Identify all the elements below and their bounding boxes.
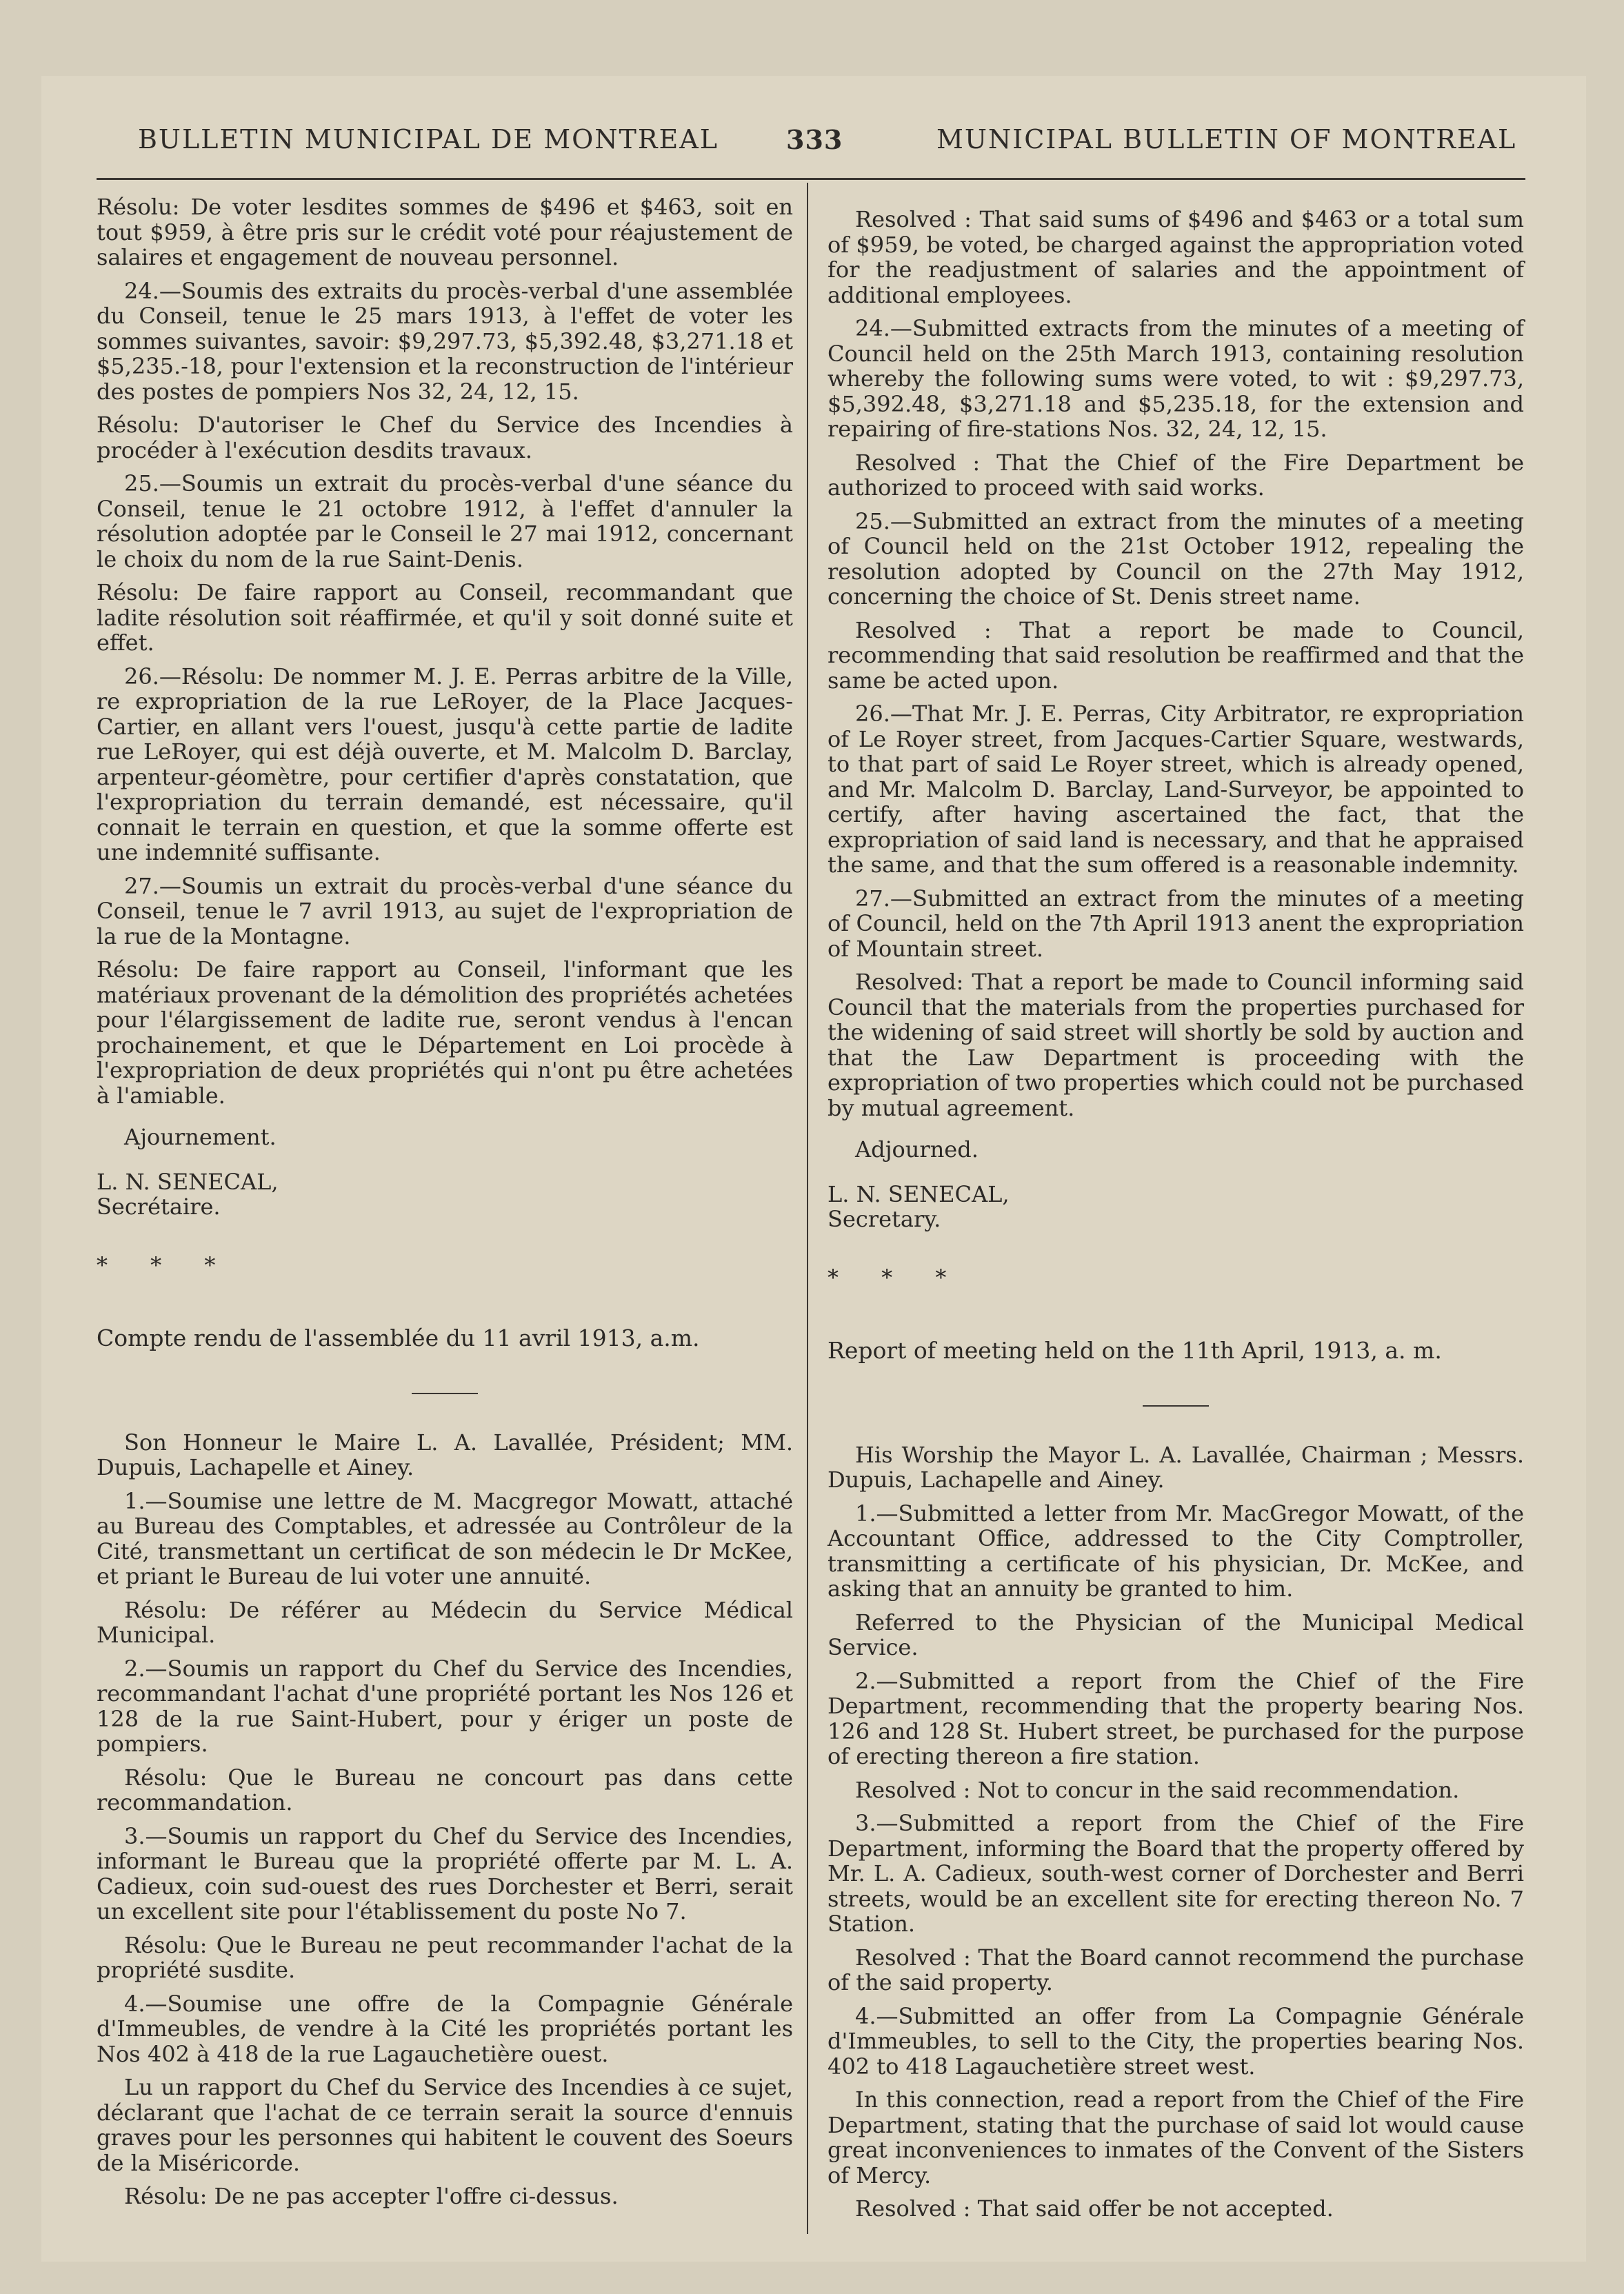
en-paragraph: Resolved : Not to concur in the said recommendation.: [855, 1776, 1460, 1803]
en-paragraph: 2.—Submitted a report from the Chief of the Fire Department, recommending that the property bearing Nos. 126 and 128 St. Hubert street, be purchased for the purpose of erecting thereon a fire station.: [828, 1667, 1524, 1769]
en-paragraph: Resolved : That the Chief of the Fire Department be authorized to proceed with said works.: [828, 449, 1524, 501]
en-paragraph: 25.—Submitted an extract from the minutes of a meeting of Council held on the 21st October 1912, repealing the resolution adopted by Council on the 27th May 1912, concerning the choice of St. Denis street name.: [828, 507, 1524, 610]
fr-paragraph: 4.—Soumise une offre de la Compagnie Générale d'Immeubles, de vendre à la Cité les propriétés portant les Nos 402 à 418 de la rue Lagauchetière ouest.: [97, 1990, 793, 2067]
en-adjourned: Adjourned.: [855, 1136, 979, 1163]
en-paragraph: Resolved : That said sums of $496 and $463 or a total sum of $959, be voted, be charged against the appropriation voted for the readjustment of salaries and the appointment of additional employees.: [828, 206, 1524, 308]
en-paragraph: 24.—Submitted extracts from the minutes of a meeting of Council held on the 25th March 1913, containing resolution whereby the following sums were voted, to wit : $9,297.73, $5,392.48, $3,271.18 and $5,235.18, for the extension and repairing of fire-stations Nos. 32, 24, 12, 15.: [828, 315, 1524, 442]
fr-paragraph: Résolu: De ne pas accepter l'offre ci-dessus.: [124, 2183, 619, 2209]
fr-adjourned: Ajournement.: [124, 1124, 277, 1150]
fr-paragraph: 27.—Soumis un extrait du procès-verbal d'une séance du Conseil, tenue le 7 avril 1913, au sujet de l'expropriation de la rue de la Montagne.: [97, 872, 793, 949]
en-paragraph: 26.—That Mr. J. E. Perras, City Arbitrator, re expropriation of Le Royer street, from Jacques-Cartier Square, westwards, to that part of said Le Royer street, which is already opened, and Mr. Malcolm D. Barclay, Land-Surveyor, be appointed to certify, after having ascertained the fact, that the expropriation of said land is necessary, and that he appraised the same, and that the sum offered is a reasonable indemnity.: [828, 701, 1524, 878]
fr-meeting-title: Compte rendu de l'assemblée du 11 avril 1913, a.m.: [97, 1325, 700, 1351]
english-column: [828, 207, 1524, 2230]
fr-paragraph: Résolu: De voter lesdites sommes de $496 et $463, soit en tout $959, à être pris sur le crédit voté pour réajustement de salaires et engagement de nouveau personnel.: [97, 194, 793, 270]
header-title-french: BULLETIN MUNICIPAL DE MONTREAL: [138, 124, 719, 154]
en-signature-title: Secretary.: [828, 1206, 941, 1232]
header-title-english: MUNICIPAL BULLETIN OF MONTREAL: [936, 124, 1517, 154]
french-column: [97, 194, 793, 2217]
en-section-stars: * * *: [828, 1264, 965, 1291]
en-short-rule: [1143, 1405, 1209, 1407]
fr-paragraph: Résolu: De faire rapport au Conseil, l'informant que les matériaux provenant de la démolition des propriétés achetées pour l'élargissement de ladite rue, seront vendus à l'encan prochainement, et que le Département en Loi procède à l'expropriation de deux propriétés qui n'ont pu être achetées à l'amiable.: [97, 956, 793, 1109]
fr-paragraph: 2.—Soumis un rapport du Chef du Service des Incendies, recommandant l'achat d'une propriété portant les Nos 126 et 128 de la rue Saint-Hubert, pour y ériger un poste de pompiers.: [97, 1655, 793, 1757]
fr-paragraph: Son Honneur le Maire L. A. Lavallée, Président; MM. Dupuis, Lachapelle et Ainey.: [97, 1429, 793, 1480]
en-paragraph: Resolved : That said offer be not accepted.: [855, 2195, 1334, 2222]
fr-paragraph: Résolu: Que le Bureau ne concourt pas dans cette recommandation.: [97, 1764, 793, 1815]
fr-short-rule: [412, 1393, 478, 1394]
en-paragraph: 1.—Submitted a letter from Mr. MacGregor Mowatt, of the Accountant Office, addressed to the City Comptroller, transmitting a certificate of his physician, Dr. McKee, and asking that an annuity be granted to him.: [828, 1500, 1524, 1602]
fr-signature: L. N. SENECAL,: [97, 1168, 279, 1195]
fr-paragraph: Résolu: Que le Bureau ne peut recommander l'achat de la propriété susdite.: [97, 1931, 793, 1983]
column-divider: [807, 183, 808, 2234]
header-rule: [97, 178, 1525, 180]
fr-paragraph: 25.—Soumis un extrait du procès-verbal d'une séance du Conseil, tenue le 21 octobre 1912, à l'effet d'annuler la résolution adoptée par le Conseil le 27 mai 1912, concernant le choix du nom de la rue Saint-Denis.: [97, 470, 793, 572]
fr-section-stars: * * *: [97, 1251, 234, 1278]
fr-paragraph: Résolu: De faire rapport au Conseil, recommandant que ladite résolution soit réaffirmée, et qu'il y soit donné suite et effet.: [97, 579, 793, 656]
fr-signature-title: Secrétaire.: [97, 1194, 221, 1220]
fr-paragraph: Lu un rapport du Chef du Service des Incendies à ce sujet, déclarant que l'achat de ce terrain serait la source d'ennuis graves pour les personnes qui habitent le couvent des Soeurs de la Miséricorde.: [97, 2074, 793, 2176]
en-paragraph: In this connection, read a report from the Chief of the Fire Department, stating that the purchase of said lot would cause great inconveniences to inmates of the Convent of the Sisters of Mercy.: [828, 2086, 1524, 2189]
en-paragraph: Resolved : That a report be made to Council, recommending that said resolution be reaffirmed and that the same be acted upon.: [828, 616, 1524, 694]
en-paragraph: Referred to the Physician of the Municipal Medical Service.: [828, 1609, 1524, 1660]
en-paragraph: Resolved : That the Board cannot recommend the purchase of the said property.: [828, 1944, 1524, 1995]
en-signature: L. N. SENECAL,: [828, 1180, 1010, 1207]
en-paragraph: 27.—Submitted an extract from the minutes of a meeting of Council, held on the 7th April 1913 anent the expropriation of Mountain street.: [828, 885, 1524, 962]
en-paragraph: His Worship the Mayor L. A. Lavallée, Chairman ; Messrs. Dupuis, Lachapelle and Ainey.: [828, 1441, 1524, 1493]
en-paragraph: 4.—Submitted an offer from La Compagnie Générale d'Immeubles, to sell to the City, the properties bearing Nos. 402 to 418 Lagauchetière street west.: [828, 2002, 1524, 2080]
en-paragraph: 3.—Submitted a report from the Chief of the Fire Department, informing the Board that the property offered by Mr. L. A. Cadieux, south-west corner of Dorchester and Berri streets, would be an excellent site for erecting thereon No. 7 Station.: [828, 1810, 1524, 1937]
page-number: 333: [786, 124, 843, 155]
fr-paragraph: 3.—Soumis un rapport du Chef du Service des Incendies, informant le Bureau que la propriété offerte par M. L. A. Cadieux, coin sud-ouest des rues Dorchester et Berri, serait un excellent site pour l'établissement du poste No 7.: [97, 1822, 793, 1924]
fr-paragraph: 26.—Résolu: De nommer M. J. E. Perras arbitre de la Ville, re expropriation de la rue LeRoyer, de la Place Jacques-Cartier, en allant vers l'ouest, jusqu'à cette partie de ladite rue LeRoyer, qui est déjà ouverte, et M. Malcolm D. Barclay, arpenteur-géomètre, pour certifier d'après constatation, que l'expropriation du terrain demandé, est nécessaire, qu'il connait le terrain en question, et que la somme offerte est une indemnité suffisante.: [97, 663, 793, 865]
fr-paragraph: 1.—Soumise une lettre de M. Macgregor Mowatt, attaché au Bureau des Comptables, et adressée au Contrôleur de la Cité, transmettant un certificat de son médecin le Dr McKee, et priant le Bureau de lui voter une annuité.: [97, 1487, 793, 1589]
fr-paragraph: Résolu: De référer au Médecin du Service Médical Municipal.: [97, 1596, 793, 1648]
fr-paragraph: Résolu: D'autoriser le Chef du Service des Incendies à procéder à l'exécution desdits travaux.: [97, 412, 793, 463]
fr-paragraph: 24.—Soumis des extraits du procès-verbal d'une assemblée du Conseil, tenue le 25 mars 1913, à l'effet de voter les sommes suivantes, savoir: $9,297.73, $5,392.48, $3,271.18 et $5,235.-18, pour l'extension et la reconstruction de l'intérieur des postes de pompiers Nos 32, 24, 12, 15.: [97, 277, 793, 405]
en-meeting-title: Report of meeting held on the 11th April, 1913, a. m.: [828, 1337, 1442, 1364]
en-paragraph: Resolved: That a report be made to Council informing said Council that the materials from the properties purchased for the widening of said street will shortly be sold by auction and that the Law Department is proceeding with the expropriation of two properties which could not be purchased by mutual agreement.: [828, 969, 1524, 1121]
